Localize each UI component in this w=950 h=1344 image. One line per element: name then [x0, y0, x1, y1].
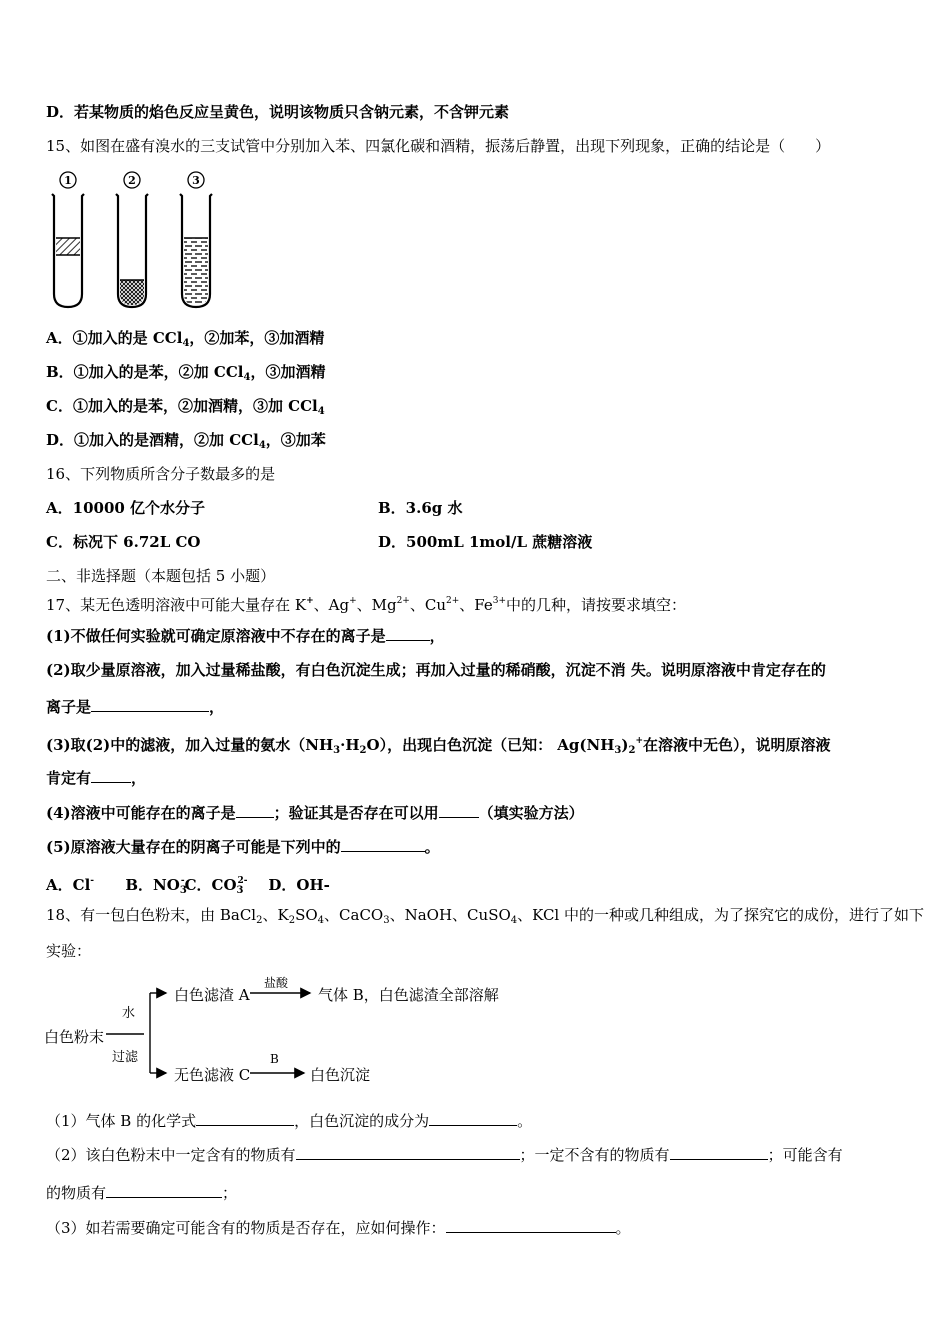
- test-tube-3: [180, 194, 212, 307]
- q18-flow-diagram: [44, 972, 514, 1090]
- test-tube-2: [116, 194, 148, 307]
- flow-hcl-label: 盐酸: [264, 976, 289, 990]
- q18-stem-a: 18、有一包白色粉末，由 BaCl$_2$、$K_2SO_4$、CaCO$_3$、NaOH、CuSO$_4$、KCl 中的一种或几种组成，为了探究它的成份，进行了如下: [46, 906, 925, 926]
- q17-blank-2[interactable]: [91, 696, 209, 712]
- q18-part-1: （1）气体 B 的化学式 ，白色沉淀的成分为 。: [46, 1112, 533, 1130]
- test-tube-1: [52, 194, 84, 307]
- q18-part-2b: 的物质有 ；: [46, 1184, 238, 1202]
- q16-options-row-2: [46, 532, 906, 552]
- q17-part-5: (5)原溶液大量存在的阴离子可能是下列中的 。: [46, 838, 440, 856]
- q17-option-d: D．OH-: [268, 876, 330, 894]
- q17-option-c: C．$CO_3^{2-}$: [184, 876, 248, 896]
- flow-water-label: 水: [122, 1006, 136, 1021]
- q16-option-b: B．3.6g 水: [378, 499, 463, 517]
- q16-option-a: A．10000 亿个水分子: [46, 499, 206, 517]
- q18-blank-3[interactable]: [446, 1217, 616, 1233]
- q17-options: [46, 871, 330, 901]
- flow-filtrate-c-label: 无色滤液 C: [174, 1066, 251, 1084]
- q18-blank-1a[interactable]: [196, 1110, 294, 1126]
- q15-option-d: D．①加入的是酒精，②加 CCl$_4$，③加苯: [46, 431, 326, 451]
- flow-result-c-label: 白色沉淀: [310, 1066, 371, 1084]
- svg-text:2: 2: [128, 174, 136, 187]
- svg-text:1: 1: [64, 174, 72, 187]
- q17-option-b: B．$NO_3^-$: [125, 876, 187, 896]
- svg-text:3: 3: [192, 174, 200, 187]
- flow-result-a-label: 气体 B，白色滤渣全部溶解: [318, 986, 499, 1004]
- q15-option-c: C．①加入的是苯，②加酒精，③加 CCl$_4$: [46, 397, 325, 417]
- section-2-title: 二、非选择题（本题包括 5 小题）: [46, 567, 276, 585]
- flow-start-label: 白色粉末: [44, 1028, 105, 1046]
- q17-part-2a: (2)取少量原溶液，加入过量稀盐酸，有白色沉淀生成；再加入过量的稀硝酸，沉淀不消 失。说明原溶液中肯定存在的: [46, 661, 826, 679]
- q17-part-3a: (3)取(2)中的滤液，加入过量的氨水$(NH_3\cdot H_2O)$，出现白色沉淀（已知： $Ag(NH_3)_2^+$在溶液中无色），说明原溶液: [46, 736, 831, 756]
- q16-option-c: C．标况下 6.72L CO: [46, 533, 201, 551]
- flow-b-label: B: [270, 1052, 279, 1066]
- flow-filter-label: 过滤: [112, 1050, 139, 1065]
- flow-filtrate-a-label: 白色滤渣 A: [174, 986, 250, 1004]
- q17-option-a: A．Cl-: [46, 876, 95, 894]
- q18-blank-2c[interactable]: [106, 1182, 222, 1198]
- q15-option-b: B．①加入的是苯，②加 CCl$_4$，③加酒精: [46, 363, 326, 383]
- q18-part-2a: （2）该白色粉末中一定含有的物质有 ；一定不含有的物质有 ；可能含有: [46, 1146, 843, 1164]
- q15-option-a: A．①加入的是 CCl$_4$，②加苯，③加酒精: [46, 329, 325, 349]
- q17-blank-5[interactable]: [341, 836, 425, 852]
- test-tubes-figure: [40, 168, 220, 313]
- q17-blank-4a[interactable]: [236, 802, 274, 818]
- q17-blank-3[interactable]: [91, 767, 131, 783]
- q16-options-row-1: [46, 498, 906, 518]
- q15-stem: 15、如图在盛有溴水的三支试管中分别加入苯、四氯化碳和酒精，振荡后静置，出现下列现象，正确的结论是（ ）: [46, 137, 831, 155]
- q16-stem: 16、下列物质所含分子数最多的是: [46, 465, 276, 483]
- q18-blank-1b[interactable]: [429, 1110, 517, 1126]
- q17-part-2b: 离子是 ，: [46, 698, 225, 716]
- tube-label-1: [60, 172, 76, 188]
- q18-part-3: （3）如若需要确定可能含有的物质是否存在，应如何操作： 。: [46, 1219, 631, 1237]
- q17-part-3b: 肯定有 ，: [46, 769, 147, 787]
- q17-part-4: (4)溶液中可能存在的离子是 ；验证其是否存在可以用 （填实验方法）: [46, 804, 584, 822]
- q17-blank-4b[interactable]: [439, 802, 479, 818]
- q18-stem-b: 实验：: [46, 942, 92, 960]
- q18-blank-2a[interactable]: [296, 1144, 520, 1160]
- q17-part-1: (1)不做任何实验就可确定原溶液中不存在的离子是 ，: [46, 627, 445, 645]
- tube-label-3: [188, 172, 204, 188]
- q17-blank-1[interactable]: [386, 625, 430, 641]
- q14-option-d: D．若某物质的焰色反应呈黄色，说明该物质只含钠元素，不含钾元素: [46, 103, 510, 121]
- q18-blank-2b[interactable]: [670, 1144, 768, 1160]
- tube-label-2: [124, 172, 140, 188]
- q17-stem: 17、某无色透明溶液中可能大量存在 K+、Ag+、$Mg^{2+}$、$Cu^{2+}$、$Fe^{3+}$中的几种，请按要求填空：: [46, 596, 687, 614]
- q16-option-d: D．500mL 1mol/L 蔗糖溶液: [378, 533, 593, 551]
